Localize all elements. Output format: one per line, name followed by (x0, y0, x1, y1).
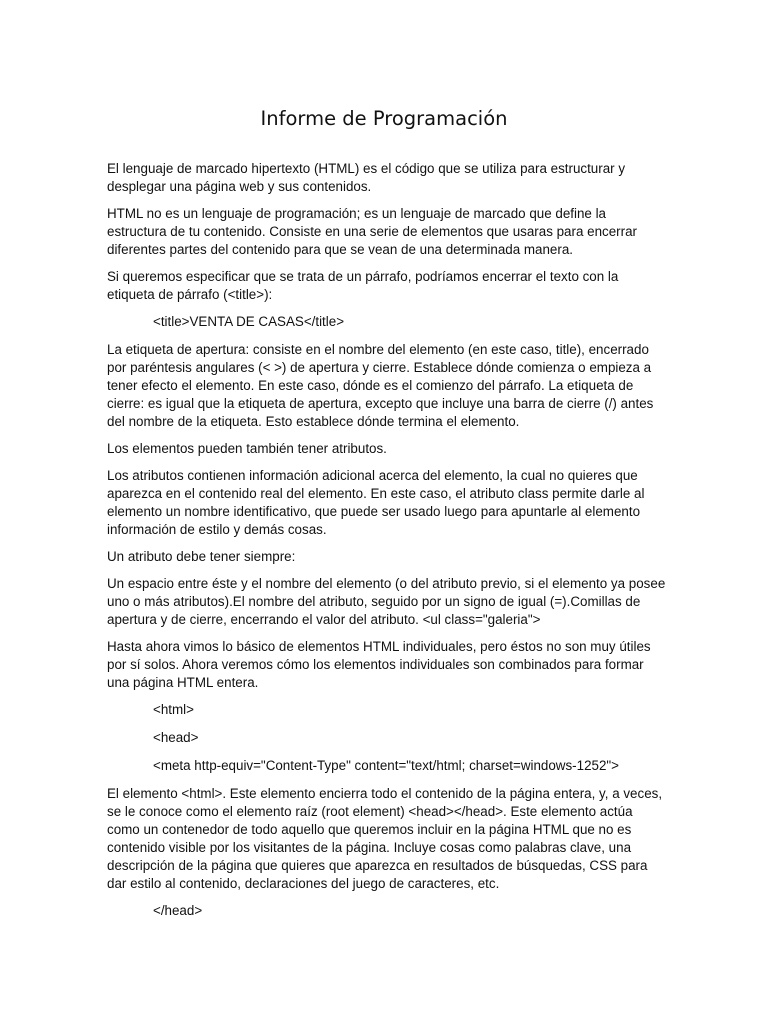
paragraph: Los elementos pueden también tener atributos. (107, 441, 387, 456)
code-line: <title>VENTA DE CASAS</title> (153, 314, 345, 329)
paragraph: La etiqueta de apertura: consiste en el nombre del elemento (en este caso, title), encerrado por paréntesis angulares (< >) de apertura y cierre. Establece dónde comienza o empieza a tener efecto el elemento. En este caso, dónde es el comienzo del párrafo. La etiqueta de cierre: es igual que la etiqueta de apertura, excepto que incluye una barra de cierre (/) antes del nombre de la etiqueta. Esto establece dónde termina el elemento. (107, 342, 654, 429)
paragraph: El lenguaje de marcado hipertexto (HTML) es el código que se utiliza para estructurar y desplegar una página web y sus contenidos. (107, 161, 626, 194)
paragraph: Hasta ahora vimos lo básico de elementos HTML individuales, pero éstos no son muy útiles por sí solos. Ahora veremos cómo los elementos individuales son combinados para formar una página HTML entera. (107, 639, 651, 690)
code-line: <html> (153, 702, 194, 717)
paragraph: Si queremos especificar que se trata de un párrafo, podríamos encerrar el texto con la etiqueta de párrafo (<title>): (107, 269, 619, 302)
paragraph: Los atributos contienen información adicional acerca del elemento, la cual no quieres que aparezca en el contenido real del elemento. En este caso, el atributo class permite darle al elemento un nombre identificativo, que puede ser usado luego para apuntarle al elemento información de estilo y demás cosas. (107, 468, 645, 537)
document-body (107, 160, 667, 930)
code-line: <head> (153, 730, 199, 745)
paragraph: Un atributo debe tener siempre: (107, 549, 296, 564)
page-title: Informe de Programación (260, 107, 508, 130)
paragraph: El elemento <html>. Este elemento encierra todo el contenido de la página entera, y, a veces, se le conoce como el elemento raíz (root element) <head></head>. Este elemento actúa como un contenedor de todo aquello que queremos incluir en la página HTML que no es contenido visible por los visitantes de la página. Incluye cosas como palabras clave, una descripción de la página que quieres que aparezca en resultados de búsquedas, CSS para dar estilo al contenido, declaraciones del juego de caracteres, etc. (107, 786, 663, 891)
paragraph: HTML no es un lenguaje de programación; es un lenguaje de marcado que define la estructura de tu contenido. Consiste en una serie de elementos que usaras para encerrar diferentes partes del contenido para que se vean de una determinada manera. (107, 206, 637, 257)
paragraph: Un espacio entre éste y el nombre del elemento (o del atributo previo, si el elemento ya posee uno o más atributos).El nombre del atributo, seguido por un signo de igual (=).Comillas de apertura y de cierre, encerrando el valor del atributo. <ul class="galeria"> (107, 576, 666, 627)
code-line: <meta http-equiv="Content-Type" content="text/html; charset=windows-1252"> (153, 758, 619, 773)
code-line: </head> (153, 903, 203, 918)
